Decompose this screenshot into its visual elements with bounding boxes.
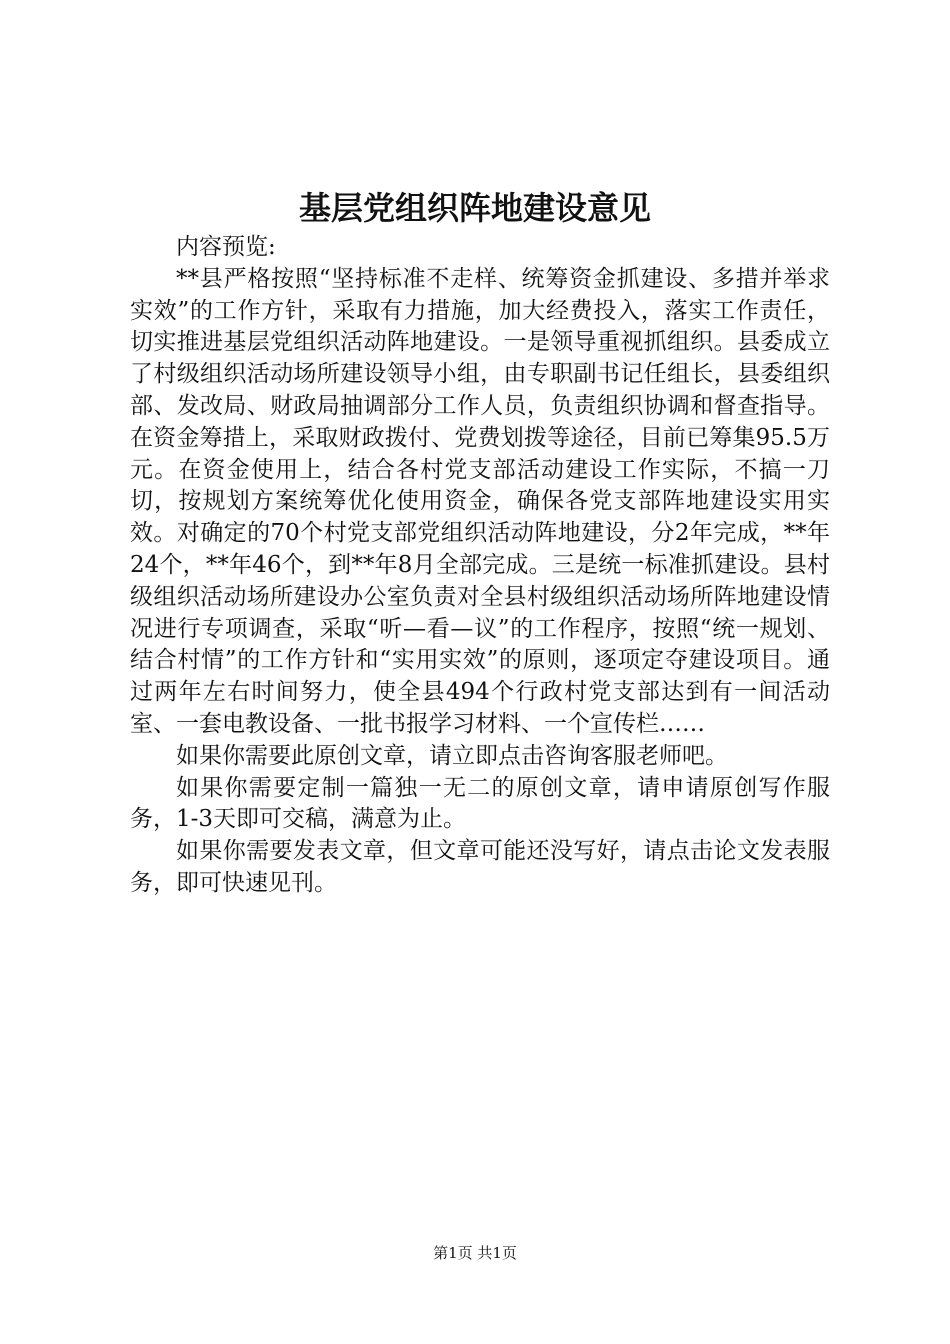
preview-label: 内容预览: [176, 234, 276, 260]
publishing-service-paragraph: 如果你需要发表文章，但文章可能还没写好，请点击论文发表服务，即可快速见刊。 [130, 838, 830, 896]
document-body [130, 232, 830, 900]
page-number-footer: 第1页 共1页 [433, 1244, 517, 1262]
page-title: 基层党组织阵地建设意见 [298, 189, 651, 227]
custom-writing-paragraph: 如果你需要定制一篇独一无二的原创文章，请申请原创写作服务，1-3天即可交稿，满意为止。 [130, 774, 830, 833]
main-paragraph: **县严格按照“坚持标准不走样、统筹资金抓建设、多措并举求实效”的工作方针，采取有力措施，加大经费投入，落实工作责任，切实推进基层党组织活动阵地建设。一是领导重视抓组织。县委成立了村级组织活动场所建设领导小组，由专职副书记任组长，县委组织部、发改局、财政局抽调部分工作人员，负责组织协调和督查指导。在资金筹措上，采取财政拨付、党费划拨等途径，目前已筹集95.5万元。在资金使用上，结合各村党支部活动建设工作实际，不搞一刀切，按规划方案统筹优化使用资金，确保各党支部阵地建设实用实效。对确定的70个村党支部党组织活动阵地建设，分2年完成，**年24个，**年46个，到**年8月全部完成。三是统一标准抓建设。县村级组织活动场所建设办公室负责对全县村级组织活动场所阵地建设情况进行专项调查，采取“听—看—议”的工作程序，按照“统一规划、结合村情”的工作方针和“实用实效”的原则，逐项定夺建设项目。通过两年左右时间努力，使全县494个行政村党支部达到有一间活动室、一套电教设备、一批书报学习材料、一个宣传栏…… [130, 265, 830, 737]
consult-service-paragraph: 如果你需要此原创文章，请立即点击咨询客服老师吧。 [176, 742, 728, 769]
